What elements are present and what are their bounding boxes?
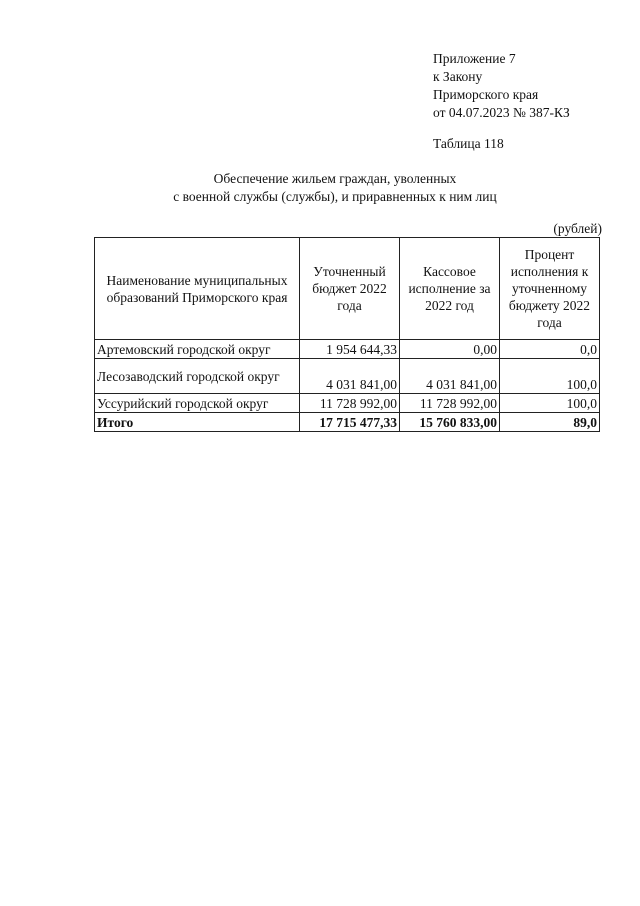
appendix-line: Приморского края: [433, 87, 539, 102]
header-percent: Процент исполнения к уточненному бюджету 2022 года: [500, 238, 600, 340]
cell-execution: 0,00: [400, 340, 500, 359]
cell-total-percent: 89,0: [500, 413, 600, 432]
appendix-line: Приложение 7: [433, 51, 516, 66]
table-total-row: [95, 413, 600, 432]
cell-budget: 1 954 644,33: [300, 340, 400, 359]
unit-label: (рублей): [553, 221, 602, 236]
cell-percent: 0,0: [500, 340, 600, 359]
appendix-line: к Закону: [433, 69, 483, 84]
cell-budget: 11 728 992,00: [300, 394, 400, 413]
cell-budget: 4 031 841,00: [300, 359, 400, 394]
cell-total-execution: 15 760 833,00: [400, 413, 500, 432]
cell-name: Лесозаводский городской округ: [95, 359, 300, 394]
cell-percent: 100,0: [500, 394, 600, 413]
cell-name: Артемовский городской округ: [95, 340, 300, 359]
table-row: [95, 394, 600, 413]
table-number: Таблица 118: [433, 136, 504, 151]
appendix-block: [433, 50, 570, 122]
table-header-row: [95, 238, 600, 340]
header-budget: Уточненный бюджет 2022 года: [300, 238, 400, 340]
cell-percent: 100,0: [500, 359, 600, 394]
cell-name: Уссурийский городской округ: [95, 394, 300, 413]
cell-execution: 4 031 841,00: [400, 359, 500, 394]
cell-total-budget: 17 715 477,33: [300, 413, 400, 432]
header-municipality: Наименование муниципальных образований Приморского края: [95, 238, 300, 340]
document-title: [0, 170, 640, 206]
table-row: [95, 340, 600, 359]
title-line: Обеспечение жильем граждан, уволенных: [213, 171, 457, 186]
budget-table: [94, 237, 600, 432]
appendix-line: от 04.07.2023 № 387-КЗ: [433, 105, 570, 120]
header-execution: Кассовое исполнение за 2022 год: [400, 238, 500, 340]
cell-total-label: Итого: [95, 413, 300, 432]
table-row: [95, 359, 600, 394]
title-line: с военной службы (службы), и приравненных к ним лиц: [173, 189, 497, 204]
cell-execution: 11 728 992,00: [400, 394, 500, 413]
